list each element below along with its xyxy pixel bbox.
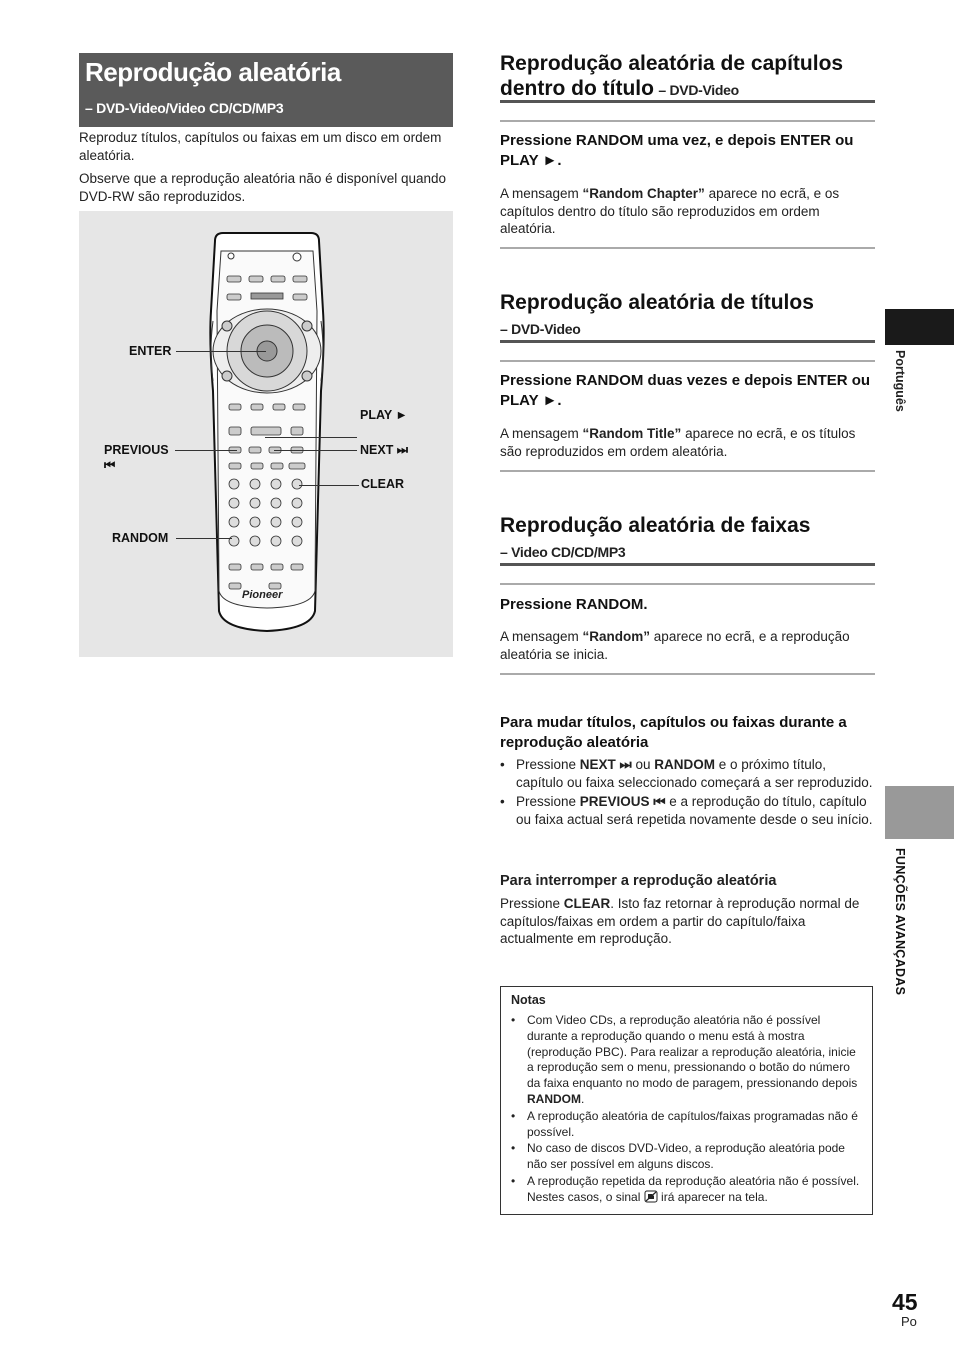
change-bullet-1 [500,756,876,791]
section3-text-post: aparece no ecrã, e a reprodução aleatória se inicia. [500,629,850,662]
change-b1-post: e o próximo título, capítulo ou faixa seleccionado começará a ser reproduzido. [516,757,873,790]
change-b1-random: RANDOM [654,757,715,772]
note-1-bold: RANDOM [527,1091,581,1106]
section1-suffix: – DVD-Video [658,82,739,98]
stop-text [500,895,876,948]
section1-rule-thin [500,120,875,122]
note-4-pre: A reprodução repetida da reprodução aleatória não é possível. Nestes casos, o sinal [527,1173,860,1204]
note-2: • A reprodução aleatória de capítulos/faixas programadas não é possível. [511,1109,861,1141]
section1-step: Pressione RANDOM uma vez, e depois ENTER ou PLAY ►. [500,132,854,169]
random-callout-line [176,538,232,539]
note-paragraph: Observe que a reprodução aleatória não é disponível quando DVD-RW são reproduzidos. [79,171,447,204]
note-4 [511,1174,861,1206]
section2-text [500,425,875,460]
stop-text-post: . Isto faz retornar à reprodução normal de capítulos/faixas em ordem a partir do capítulo/faixa actualmente em reprodução. [500,896,860,946]
note-1-post: . [581,1091,585,1106]
change-b2-previous: PREVIOUS ⏮ [579,794,666,809]
side-language-label: Português [893,350,907,412]
section2-suffix: – DVD-Video [500,321,581,337]
enter-callout: ENTER [129,344,172,358]
remote-brand-logo: Pioneer [242,589,283,601]
notes-title: Notas [511,993,546,1007]
section3-rule [500,563,875,566]
side-tab-grey [885,786,954,839]
title-box [79,53,453,127]
section1-text-post: aparece no ecrã, e os capítulos dentro do título são reproduzidos em ordem aleatória. [500,186,840,236]
section3-text [500,628,875,663]
previous-callout: PREVIOUS [104,443,169,457]
section3-suffix: – Video CD/CD/MP3 [500,544,626,560]
stop-heading: Para interromper a reprodução aleatória [500,873,777,889]
random-callout: RANDOM [112,531,169,545]
change-b1-mid: ou [631,757,655,772]
section3-text-pre: A mensagem [500,629,583,644]
enter-callout-line [176,351,266,352]
note-3: • No caso de discos DVD-Video, a reprodução aleatória pode não ser possível em alguns discos. [511,1141,861,1173]
change-heading: Para mudar títulos, capítulos ou faixas durante a reprodução aleatória [500,714,847,751]
next-callout-line [274,450,357,451]
note-4-post: irá aparecer na tela. [657,1189,768,1204]
note-1-pre: Com Video CDs, a reprodução aleatória não é possível durante a reprodução quando o menu está à mostra (reprodução PBC). Para realizar a reprodução aleatória, inicie a reprodução sem o menu, pressionando o botão do número da faixa enquanto no modo de paragem, pressionando depois [527,1013,858,1091]
notes-list [511,1013,861,1206]
section1-text-bold: “Random Chapter” [582,186,705,201]
section2-end-rule [500,470,875,472]
section2-text-post: aparece no ecrã, e os títulos são reproduzidos em ordem aleatória. [500,426,856,459]
section1-text-pre: A mensagem [500,186,583,201]
section2-text-bold: “Random Title” [582,426,682,441]
page-number: 45 [892,1289,918,1315]
section2-rule-thin [500,360,875,362]
section2-text-pre: A mensagem [500,426,583,441]
next-callout: NEXT ⏭ [360,443,409,457]
previous-icon: ⏮ [104,458,116,472]
clear-callout: CLEAR [361,477,405,491]
section2-title: Reprodução aleatória de títulos [500,291,814,314]
stop-text-pre: Pressione [500,896,564,911]
change-b1-next: NEXT ⏭ [579,757,632,772]
section2-step: Pressione RANDOM duas vezes e depois ENTER ou PLAY ►. [500,372,871,409]
play-callout: PLAY ► [360,408,408,422]
section3-rule-thin [500,583,875,585]
prohibited-icon [644,1190,658,1203]
section3-text-bold: “Random” [582,629,651,644]
note-1 [511,1013,861,1108]
notes-box [500,986,873,1215]
change-list [500,756,876,828]
language-code: Po [901,1314,917,1329]
side-chapter-label: FUNÇÕES AVANÇADAS [893,848,907,996]
section2-rule [500,340,875,343]
section3-end-rule [500,673,875,675]
clear-callout-line [299,485,359,486]
previous-callout-line [175,450,237,451]
section1-end-rule [500,247,875,249]
section3-step: Pressione RANDOM. [500,596,648,613]
page-subtitle: – DVD-Video/Video CD/CD/MP3 [85,100,284,116]
play-callout-line [265,437,357,438]
intro-paragraph: Reproduz títulos, capítulos ou faixas em um disco em ordem aleatória. [79,130,442,163]
change-bullet-2 [500,793,876,828]
change-b1-pre: Pressione [516,757,580,772]
change-b2-post: e a reprodução do título, capítulo ou faixa actual será repetida novamente desde o seu início. [516,794,873,827]
section1-rule [500,100,875,103]
change-b2-pre: Pressione [516,794,580,809]
page-title: Reprodução aleatória [85,57,341,87]
section1-title: Reprodução aleatória de capítulos dentro do título [500,52,844,100]
section1-heading [500,51,880,101]
section1-text [500,185,875,238]
section3-title: Reprodução aleatória de faixas [500,514,811,537]
remote-illustration-panel [79,211,453,657]
stop-text-clear: CLEAR [563,896,611,911]
side-tab-dark [885,309,954,345]
